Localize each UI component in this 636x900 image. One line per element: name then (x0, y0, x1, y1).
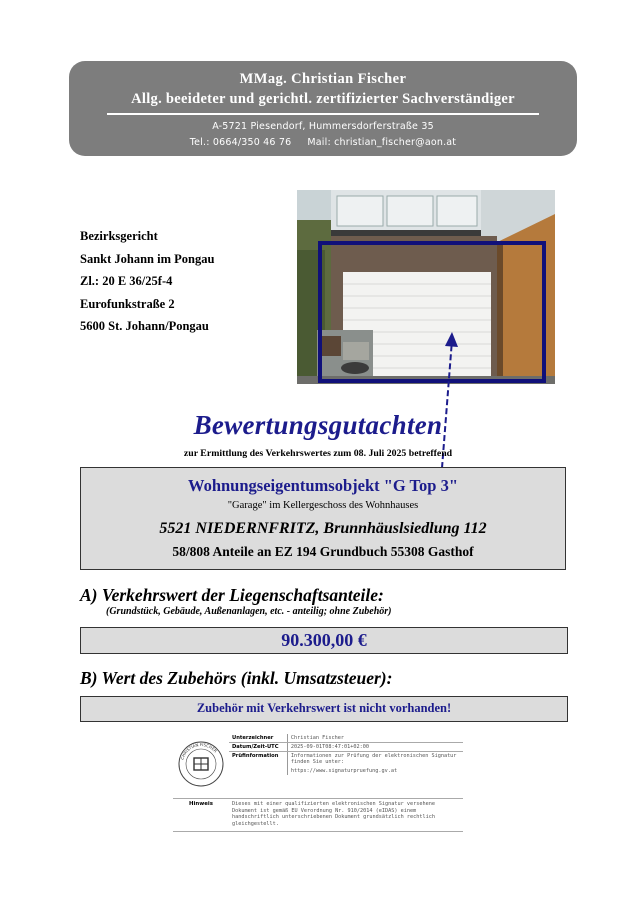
check-label: Prüfinformation (229, 752, 287, 776)
expert-phone: Tel.: 0664/350 46 76 (189, 137, 292, 148)
document-title: Bewertungsgutachten (193, 410, 443, 440)
object-title: Wohnungseigentumsobjekt "G Top 3" (187, 476, 459, 495)
document-subtitle: zur Ermittlung des Verkehrswertes zum 08. Juli 2025 betreffend (183, 448, 453, 459)
electronic-signature-block (173, 734, 463, 832)
letterhead-banner (69, 61, 577, 156)
object-share: 58/808 Anteile an EZ 194 Grundbuch 55308 Gasthof (172, 544, 474, 559)
note-label: Hinweis (189, 801, 213, 807)
seal-text: CHRISTIAN FISCHER (179, 741, 219, 761)
recipient-address (80, 225, 280, 338)
note-value: Dieses mit einer qualifizierten elektronischen Signatur versehene Dokument ist gemäß EU Verordnung Nr. 910/2014 (eIDAS) einem handschriftlich unterschriebenen Dokument grundsätzlich rechtlich gleichgestellt. (232, 801, 436, 827)
signature-seal-icon (173, 734, 229, 798)
recipient-line: Zl.: 20 E 36/25f-4 (80, 274, 173, 288)
garage-photo (297, 190, 555, 384)
signature-bottom-divider (173, 831, 463, 832)
signature-table (229, 734, 463, 775)
expert-contact (69, 137, 577, 148)
header-divider (107, 113, 539, 115)
section-b-title: B) Wert des Zubehörs (inkl. Umsatzsteuer): (80, 668, 393, 688)
section-a-title: A) Verkehrswert der Liegenschaftsanteile: (80, 585, 384, 605)
expert-address: A-5721 Piesendorf, Hummersdorferstraße 35 (212, 121, 434, 132)
expert-title: Allg. beeideter und gerichtl. zertifizierter Sachverständiger (131, 91, 515, 107)
object-address: 5521 NIEDERNFRITZ, Brunnhäuslsiedlung 112 (159, 520, 487, 537)
object-box (80, 467, 566, 570)
garage-photo-illustration (297, 190, 555, 384)
check-url[interactable]: https://www.signaturpruefung.gv.at (290, 768, 398, 774)
signer-value: Christian Fischer (287, 734, 463, 743)
signer-label: Unterzeichner (229, 734, 287, 743)
object-description: "Garage" im Kellergeschoss des Wohnhauses (227, 500, 419, 511)
expert-mail: Mail: christian_fischer@aon.at (307, 137, 457, 148)
recipient-line: Bezirksgericht (80, 229, 158, 243)
check-info (287, 752, 463, 776)
recipient-line: Eurofunkstraße 2 (80, 296, 175, 311)
recipient-line: Sankt Johann im Pongau (80, 251, 215, 266)
signature-divider (173, 798, 463, 799)
recipient-line: 5600 St. Johann/Pongau (80, 319, 209, 333)
accessories-value-box: Zubehör mit Verkehrswert ist nicht vorhanden! (80, 696, 568, 722)
section-a-subtitle: (Grundstück, Gebäude, Außenanlagen, etc. - anteilig; ohne Zubehör) (106, 606, 392, 617)
market-value-box: 90.300,00 € (80, 627, 568, 654)
check-value: Informationen zur Prüfung der elektronischen Signatur finden Sie unter: (290, 753, 457, 765)
date-value: 2025-09-01T08:47:01+02:00 (287, 743, 463, 752)
expert-name: MMag. Christian Fischer (239, 71, 407, 87)
date-label: Datum/Zeit-UTC (229, 743, 287, 752)
